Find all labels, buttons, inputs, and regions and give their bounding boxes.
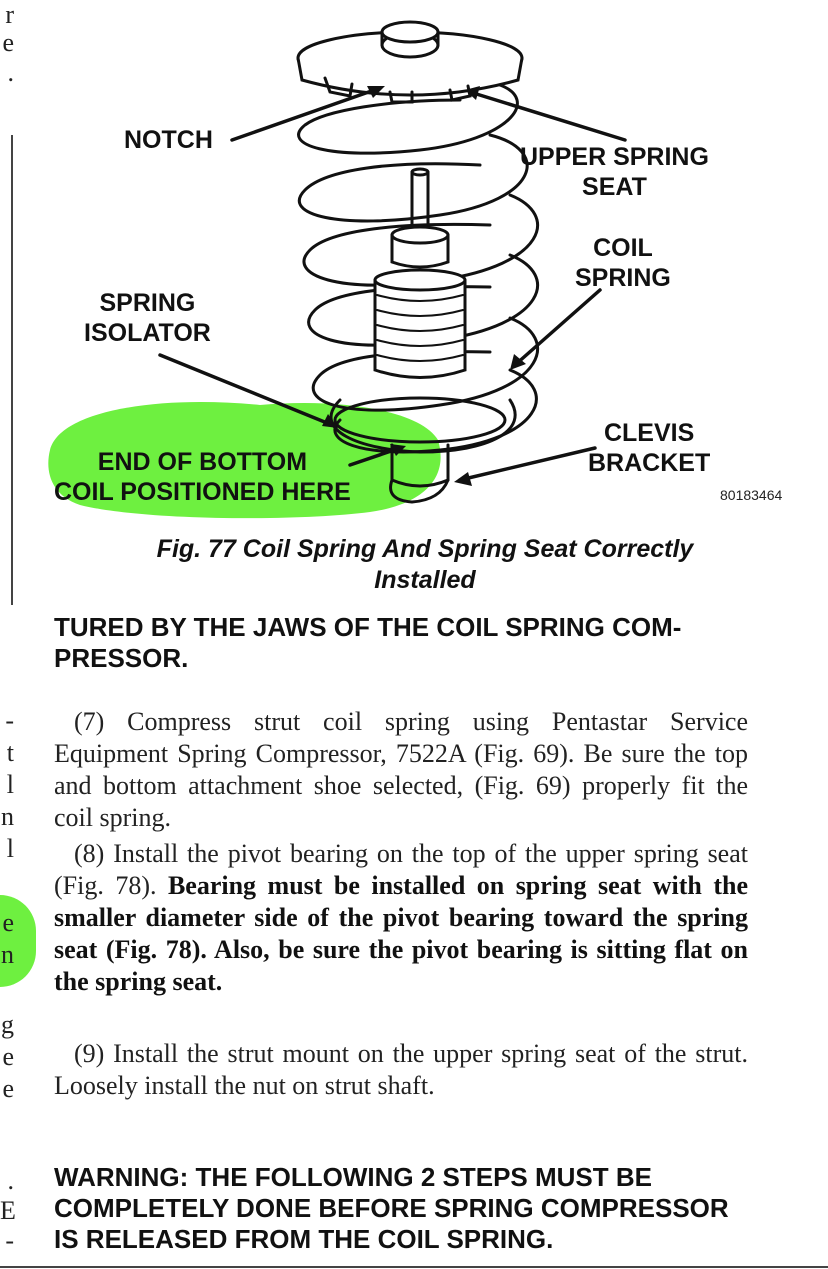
label-line: COIL	[593, 234, 653, 262]
gutter-char: g	[1, 1010, 14, 1039]
label-line: SEAT	[582, 173, 647, 201]
bottom-rule	[0, 1266, 828, 1268]
arrowhead-clevis	[454, 472, 472, 486]
arrow-upper-seat	[470, 92, 625, 140]
strut-rod	[412, 172, 428, 230]
step-9-text: (9) Install the strut mount on the upper spring seat of the strut. Loosely install the nut on strut shaft.	[54, 1039, 748, 1100]
label-line: END OF BOTTOM	[97, 448, 308, 476]
gutter-char: E	[0, 1196, 16, 1225]
label-line: COIL POSITIONED HERE	[54, 478, 351, 506]
label-clevis-bracket	[588, 418, 710, 478]
label-upper-spring-seat	[520, 142, 709, 202]
label-line: CLEVIS	[603, 419, 695, 447]
step-9	[54, 1038, 748, 1102]
caption-line: Installed	[374, 566, 476, 594]
figure-number: 80183464	[720, 487, 783, 503]
gutter-char: t	[6, 738, 14, 767]
upper-seat-rim	[298, 58, 522, 95]
caution-continuation: TURED BY THE JAWS OF THE COIL SPRING COMPRESSOR.	[54, 612, 682, 673]
arrow-clevis	[460, 448, 595, 480]
coil-spring-figure	[40, 0, 800, 520]
gutter-char: n	[1, 802, 14, 831]
label-notch: NOTCH	[124, 126, 213, 154]
strut-cap-top	[392, 227, 448, 243]
figure-caption	[40, 534, 810, 596]
gutter-char: r	[5, 0, 14, 29]
label-coil-spring	[575, 233, 671, 293]
step-7-text: (7) Compress strut coil spring using Pentastar Service Equipment Spring Compressor, 7522A (Fig. 69). Be sure the top and bottom attachment shoe selected, (Fig. 69) properly fit the coil spring.	[54, 707, 748, 832]
gutter-char: .	[7, 1166, 14, 1195]
step-8-text: (8) Install the pivot bearing on the top of the upper spring seat (Fig. 78).	[54, 839, 748, 900]
label-line: ISOLATOR	[84, 319, 211, 347]
step-8	[54, 838, 748, 998]
gutter-char: -	[5, 706, 14, 735]
step-7	[54, 706, 748, 834]
jounce-top	[375, 270, 465, 290]
gutter-char: .	[7, 58, 14, 87]
gutter-char: n	[1, 940, 14, 969]
gutter-char: e	[2, 908, 14, 937]
arrow-notch	[232, 88, 380, 140]
caption-line: Fig. 77 Coil Spring And Spring Seat Correctly	[156, 535, 694, 563]
label-spring-isolator	[84, 288, 211, 348]
column-divider	[11, 135, 13, 605]
gutter-char: l	[6, 834, 14, 863]
step-8-emphasis: Bearing must be installed on spring seat with the smaller diameter side of the pivot bearing toward the spring seat (Fig. 78). Also, be sure the pivot bearing is sitting flat on the spring seat.	[54, 871, 749, 996]
upper-seat-boss-top	[382, 22, 438, 42]
label-line: SPRING	[575, 264, 671, 292]
label-line: UPPER SPRING	[520, 143, 709, 171]
gutter-char: l	[6, 770, 14, 799]
label-line: SPRING	[99, 289, 196, 317]
label-end-of-bottom-coil	[54, 447, 351, 507]
gutter-char: e	[2, 1042, 14, 1071]
gutter-char: e	[2, 1074, 14, 1103]
rod-top	[412, 169, 428, 175]
gutter-char: e	[2, 28, 14, 57]
gutter-char: -	[5, 1226, 14, 1255]
label-line: BRACKET	[588, 449, 711, 477]
warning-notice: WARNING: THE FOLLOWING 2 STEPS MUST BE COMPLETELY DONE BEFORE SPRING COMPRESSOR IS RELEASED FROM THE COIL SPRING.	[54, 1162, 729, 1254]
